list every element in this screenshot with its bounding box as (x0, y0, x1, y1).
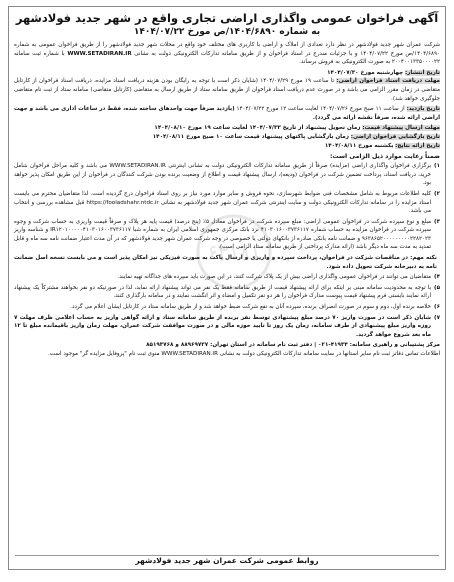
visit-row (14, 105, 440, 122)
conditions-list (14, 162, 440, 339)
condition-item: ۵) با توجه به محدودیت سامانه مبنی بر اینکه برای ارائه پیشنهاد قیمت از طریق سامانه فقط یک نفر می تواند پیشنهاد ارائه نماید، لذا در صورتیکه دو نفر بخواهند مشترکاً یک پیشنهاد ارائه نمایند بایستی فرم پیشنهاد قیمت پیوست مدارک فراخوان را هر دو نفر تکمیل و امضاء و اثر انگشت نمایند و در سامانه بارگذاری کنند. (14, 284, 440, 300)
important-note: نکته مهم: در مناقصات شرکت در فراخوان، پرداخت سپرده و واریزی و ارسال پاکت به صورت فیزیکی نیز امکان پذیر است و می بایست نسخه اصل ضمانت نامه به دبیرخانه شرکت تحویل داده شود. (14, 255, 437, 270)
deadline-row (14, 77, 440, 103)
conditions-heading: ضمناً رعایت موارد ذیل الزامی است: (329, 153, 440, 161)
condition-item: ۷) شایان ذکر است در صورت واریز ۷۰ درصد مبلغ پیشنهادی توسط نفر برنده از طریق سامانه ستاد و ارائه گواهی واریز به حساب اعلامی ظرف مهلت ۷ روزه واریز مبلغ پیشنهادی از طرف سامانه، زمان یک روز تا تایید حوزه مالی و در صورت موافقت شرکت عمران، مهلت زمان واریز باقیمانده مبلغ تا ۱۲ ماه بعد شروع خواهد گردید. (14, 314, 440, 338)
footer (9, 555, 445, 566)
svg-text:۶۳۱۸۱: ۶۳۱۸۱ (207, 240, 261, 264)
other-provinces-contact: اطلاعات تماس دفاتر ثبت نام سایر استانها در سایت سامانه تدارکات الکترونیکی دولت به نشانی WWW.SETADIRAN.IR منوی ثبت نام "پروفایل مزایده گر" موجود است. (48, 351, 440, 357)
results-label: تاریخ ارائه نتایج: (395, 142, 440, 149)
deadline-label: مهلت دریافت اسناد فراخوان اراضی: (336, 78, 440, 85)
support-contact: مرکز پشتیبانی و راهبری سامانه: ۴۱۹۳۴-۰۲۱ | دفتر ثبت نام سامانه در استان تهران: ۸۸۹۶۹۷۳۷ و ۸۵۱۹۳۷۶۸ (146, 342, 440, 349)
submit-row (14, 124, 440, 133)
results-value: یکشنبه مورخ ۱۴۰۴/۰۸/۱۱ (324, 142, 394, 149)
publish-date-label: تاریخ انتشار: (404, 69, 440, 76)
visit-label: تاریخ بازدید: (406, 106, 440, 113)
opening-row (14, 133, 440, 142)
submit-value: زمان تحویل پیشنهاد از تاریخ ۱۴۰۴/۰۷/۳۳ لغایت ساعت ۱۹ مورخ ۱۴۰۴/۰۸/۱۰ (154, 125, 361, 132)
intro-text-1: شرکت عمران شهر جدید فولادشهر در نظر دارد تعدادی از املاک و اراضی با کاربری های مختلف خود واقع در محلات شهر جدید فولادشهر را از طریق فراخوان عمومی به شماره ۱۴۰۴/۶۸۹۰/ص مورخ ۱۴۰۴/۰۷/۲۲ و با جزئیات مندرج در اسناد فراخوان و از طریق سامانه تدارکات الکترونیکی دولت به نشانی (14, 42, 440, 57)
opening-value: زمان بازگشایی پاکتهای پیشنهاد قیمت ساعت ۱۰ صبح مورخ ۱۴۰۴/۰۸/۱۱ (152, 133, 349, 140)
announcement-page (8, 6, 446, 570)
condition-item: ۶) خلاصه برنده اول، دوم و سوم در صورت انصراف برنده، سپرده آنان به نفع شرکت ضبط خواهد شد و از طریق سامانه ستاد در کارتابل ایشان اعلام می گردد. (70, 304, 440, 311)
condition-item: ۲) کلیه اطلاعات مربوط به شامل مشخصات فنی ضوابط شهرسازی، نحوه فروش و سایر موارد مورد نیاز بر روی اسناد فراخوان درج گردیده است. لذا متقاضیان محترم می بایست اسناد مزایده را در سامانه تدارکات الکترونیکی دولت و سایت اینترنتی شرکت عمران شهر جدید فولادشهر به نشانی https://fooladshahr.ntdc.ir قبل مشاهده بررسی و انتخاب می باشد. (14, 190, 440, 215)
condition-item: ۳) مبلغ و نوع سپرده شرکت در فراخوان عمومی اراضی: مبلغ سپرده شرکت در فراخوان معادل ۵٪ (پنج درصد) قیمت پایه هر پلاک و صرفاً قیمت واریزی به حساب شرکت و وجوه سپرده شرکت در فراخوان مزایده به حساب شماره ۴۱۰۳۰۱۶۰۰۳۷۳۶۱۱۷ نزد بانک مرکزی جمهوری اسلامی ایران به شماره شبا IR۱۲۰۱۰۰۰۰۰۴۱۰۳۰۱۶۰۰۳۷۳۶۱۱۷ و شناسه واریز ۹۶۳۸۶۵۲۰۰۰۰۰۰۰۰۰۲۲۸۲۰۲۳ و ضمانت نامه بانکی صادره از بانکهای دولتی یا خصوصی در وجه شرکت عمران شهر جدید فولادشهر که در آن مدت اعتبار ضمانت نامه سه ماه و قابل تمدید به مدت سه ماه دیگر باشد (ارائه مدارک پرداختی از طریق سامانه ستاد الزامی است). (14, 218, 440, 251)
setad-site-link[interactable]: WWW.SETADIRAN.IR (67, 50, 132, 57)
visit-note: (بازدید صرفاً جهت واحدهای ساخته شده، فقط در ساعات اداری می باشد و جهت اراضی ارائه شده، صرفاً نقشه ارائه می گردد). (14, 106, 440, 121)
footer-signature: روابط عمومی شرکت عمران شهر جدید فولادشهر (135, 556, 319, 565)
intro-paragraph (14, 41, 440, 67)
condition-item: ۱) برگزاری فراخوان واگذاری اراضی (مزایده) صرفاً از طریق سامانه تدارکات الکترونیکی دولت به نشانی اینترنتی WWW.SETADIRAN.IR می باشد و کلیه مراحل فراخوان شامل خرید، دریافت اسناد، پرداخت تضمین شرکت در فراخوان (ودیعه)، ارسال پیشنهاد قیمت و اطلاع از وضعیت برنده بودن شرکت کنندگان در فراخوان از این طریق امکان پذیر خواهد بود. (14, 163, 440, 187)
publish-date-row (14, 69, 440, 78)
announcement-number: به شماره ۱۴۰۴/۶۸۹۰/ص مورخ ۱۴۰۴/۰۷/۲۲ (133, 27, 321, 37)
submit-label: مهلت ارسال پیشنهاد قیمت: (362, 125, 440, 132)
announcement-title: آگهی فراخوان عمومی واگذاری اراضی تجاری واقع در شهر جدید فولادشهر (15, 11, 439, 25)
deadline-value: تا ساعت ۱۹ مورخ ۱۴۰۴/۰۷/۲۹ (شایان ذکر است با توجه به رایگان بودن هزینه دریافت اسناد مزایده، دریافت اسناد فراخوان از کارتابل متقاضی در زمان مقرر الزامی می باشد و در صورت عدم دریافت اسناد فراخوان از طریق سامانه ستاد از طریق ارسال به متقاضی (کارتابل متقاضی) سامانه ستاد از ثبت نام متقاضی جلوگیری خواهد شد). (14, 78, 440, 102)
opening-label: تاریخ بازگشایی فراخوان اراضی: (350, 133, 440, 140)
intro-text-2: با شماره ثبت سامانه ۲۰۰۴۰۰۱۳۳۵۰۰۰۰۲۲ به صورت الکترونیکی به فروش برساند. (14, 50, 440, 66)
publish-date-value: چهارشنبه مورخ ۱۴۰۴/۰۷/۳۰ (327, 69, 404, 76)
results-row (14, 142, 440, 151)
condition-item: ۴) متقاضیان می توانند در فراخوان عمومی واگذاری اراضی بیش از یک پلاک شرکت کنند، در این صورت باید سپرده های جداگانه تهیه نمایند. (117, 274, 440, 281)
visit-value: از ساعت ۱۱ صبح مورخ ۱۴۰۴/۰۷/۲۶ لغایت ساعت ۱۲ مورخ ۱۴۰۴/۰۷/۲۲ (236, 106, 405, 113)
